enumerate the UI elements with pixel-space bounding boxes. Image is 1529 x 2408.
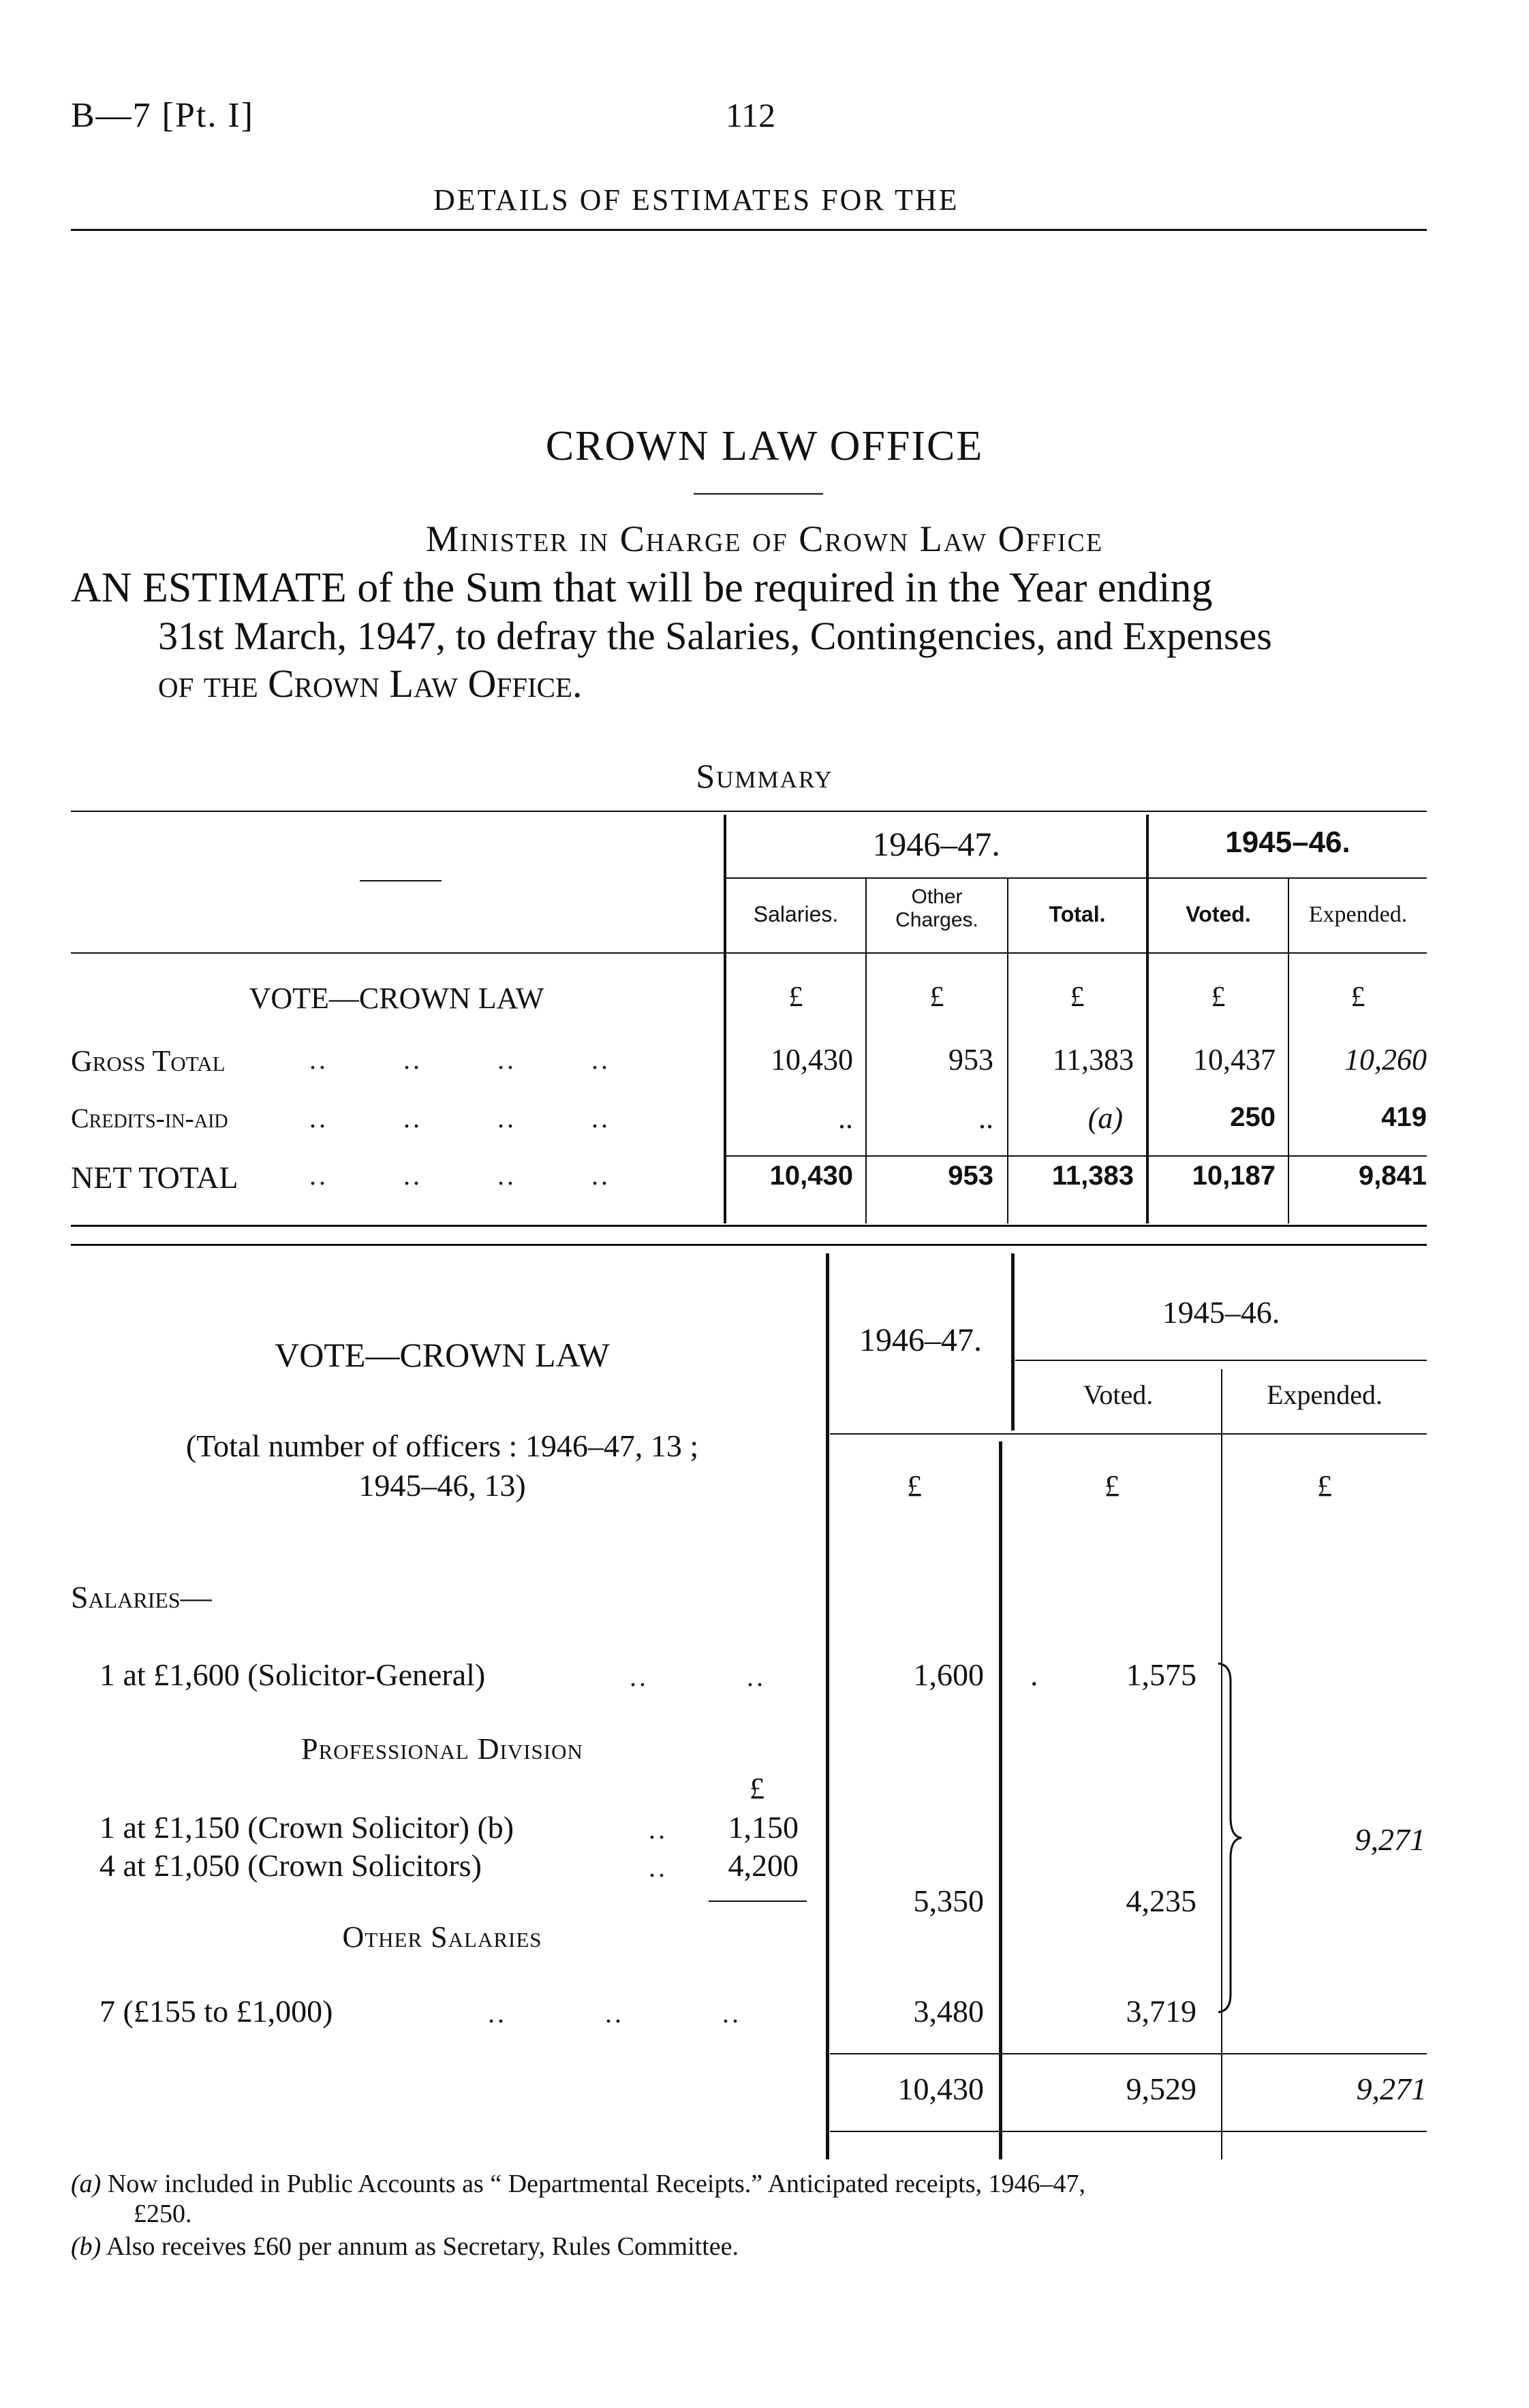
page-title: CROWN LAW OFFICE [545,423,984,469]
officers-note-line-1: (Total number of officers : 1946–47, 13 ; [185,1428,699,1463]
summary-currency-total: £ [1070,982,1085,1013]
detail-vote-label: VOTE—CROWN LAW [275,1336,610,1374]
detail-total-current: 10,430 [897,2071,984,2106]
row-net-total-salaries: 10,430 [769,1161,853,1191]
summary-divider-3 [1288,879,1289,1223]
summary-currency-salaries: £ [788,982,803,1013]
detail-year-current: 1946–47. [859,1322,982,1358]
professional-sub-currency: £ [750,1772,764,1805]
running-title: DETAILS OF ESTIMATES FOR THE [433,183,959,217]
crown-solicitor-label: 1 at £1,150 (Crown Solicitor) (b) [99,1810,514,1845]
summary-vote-label: VOTE—CROWN LAW [249,982,544,1015]
detail-divider-current-body [999,1441,1002,2159]
summary-header-rule [71,952,1427,954]
row-credits-dots: .. .. .. .. [309,1103,611,1133]
detail-divider-label [826,1253,829,2159]
officers-note-line-2: 1945–46, 13) [358,1468,526,1503]
crown-solicitors-label: 4 at £1,050 (Crown Solicitors) [99,1848,482,1883]
summary-dash [360,880,442,881]
row-credits-voted: 250 [1230,1102,1276,1132]
footnote-b-mark: (b) [71,2232,102,2261]
solicitor-general-current: 1,600 [913,1657,984,1692]
crown-solicitors-dots: .. [649,1852,668,1883]
summary-year-rule [726,877,1427,879]
detail-totals-rule [830,2053,1427,2054]
expended-brace [1217,1661,1244,2015]
col-other-charges-line-1: Other [911,886,963,908]
professional-subtotal-rule [709,1901,807,1902]
detail-col-voted: Voted. [1083,1379,1154,1410]
other-salaries-heading: Other Salaries [342,1920,542,1954]
detail-total-voted: 9,529 [1126,2071,1196,2106]
row-credits-total: (a) [1087,1101,1123,1135]
professional-total-current: 5,350 [913,1883,984,1918]
row-credits-label: Credits-in-aid [71,1103,228,1133]
summary-year-current: 1946–47. [872,825,1000,863]
page-ref: B—7 [Pt. I] [71,96,254,135]
row-net-total-label: NET TOTAL [71,1160,238,1195]
page-number: 112 [726,96,776,134]
other-salaries-label: 7 (£155 to £1,000) [99,1994,333,2029]
summary-bottom-rule-1 [71,1225,1427,1227]
solicitor-general-voted-mark: . [1030,1657,1038,1692]
footnote-b-text: Also receives £60 per annum as Secretary, Rules Committee. [106,2232,739,2261]
footnote-a-mark: (a) [71,2170,102,2198]
row-net-total-other: 953 [948,1161,993,1191]
solicitor-general-dots: .. .. [630,1661,766,1692]
header-rule [71,229,1427,231]
row-net-total-dots: .. .. .. .. [309,1160,611,1191]
detail-bottom-rule [830,2131,1427,2132]
summary-year-previous: 1945–46. [1225,826,1350,859]
crown-solicitor-dots: .. [649,1814,668,1845]
solicitor-general-label: 1 at £1,600 (Solicitor-General) [99,1657,486,1692]
summary-currency-expended: £ [1350,982,1365,1013]
row-gross-total-other: 953 [948,1043,993,1076]
title-underline [694,493,823,495]
summary-heading: Summary [696,757,833,795]
estimate-line-1-rest: of the Sum that will be required in the Year ending [357,565,1213,611]
footnote-b [71,2232,739,2262]
detail-header-rule [830,1433,1427,1435]
summary-divider-2 [1007,879,1008,1223]
footnote-a [71,2169,1085,2199]
estimate-line-1 [71,564,1212,612]
summary-top-rule [71,811,1427,812]
other-salaries-current: 3,480 [913,1994,984,2029]
estimate-lead: AN ESTIMATE [71,565,347,611]
estimate-line-3: of the Crown Law Office. [158,661,583,706]
row-net-total-expended: 9,841 [1358,1161,1427,1191]
professional-total-voted: 4,235 [1126,1883,1196,1918]
row-gross-total-expended: 10,260 [1344,1043,1427,1076]
salaries-heading: Salaries— [71,1580,212,1614]
row-credits-salaries: .. [838,1101,853,1135]
col-other-charges-line-2: Charges. [895,909,978,931]
col-other-charges [867,886,1007,932]
detail-currency-expended: £ [1317,1469,1332,1503]
detail-col-expended: Expended. [1267,1379,1383,1410]
minister-line: Minister in Charge of Crown Law Office [425,518,1104,559]
col-expended: Expended. [1308,902,1408,927]
detail-total-expended: 9,271 [1356,2071,1427,2106]
summary-currency-voted: £ [1211,982,1226,1013]
professional-division-heading: Professional Division [301,1732,583,1766]
col-total: Total. [1049,902,1106,926]
row-gross-total-voted: 10,437 [1193,1043,1276,1076]
detail-year-rule [1015,1360,1427,1361]
detail-year-previous: 1945–46. [1162,1295,1280,1330]
summary-divider-years [1146,815,1149,1223]
solicitor-general-voted: 1,575 [1126,1657,1196,1692]
detail-currency-voted: £ [1105,1469,1119,1503]
crown-solicitor-amount: 1,150 [728,1810,799,1845]
expended-bracket-value: 9,271 [1355,1822,1425,1857]
footnote-a-continued: £250. [134,2200,192,2228]
row-credits-expended: 419 [1381,1102,1427,1132]
row-gross-total-label: Gross Total [71,1044,226,1078]
row-gross-total-salaries: 10,430 [771,1043,853,1076]
net-total-top-rule [726,1155,1427,1157]
summary-currency-other: £ [929,982,944,1013]
col-voted: Voted. [1186,902,1251,926]
summary-divider-label [724,815,726,1223]
row-net-total-voted: 10,187 [1192,1161,1276,1191]
other-salaries-voted: 3,719 [1126,1994,1196,2029]
row-net-total-total: 11,383 [1051,1161,1134,1191]
other-salaries-dots: .. .. .. [488,1998,741,2029]
summary-bottom-rule-2 [71,1244,1427,1246]
detail-currency-current: £ [907,1469,922,1503]
row-gross-total-dots: .. .. .. .. [309,1044,611,1075]
detail-divider-current [1011,1253,1015,1430]
estimate-line-2: 31st March, 1947, to defray the Salaries, Contingencies, and Expenses [158,614,1272,658]
col-salaries: Salaries. [753,902,839,926]
footnote-a-text: Now included in Public Accounts as “ Departmental Receipts.” Anticipated receipts, 1946–47, [107,2170,1085,2198]
row-credits-other: .. [978,1101,993,1135]
crown-solicitors-amount: 4,200 [728,1848,799,1883]
row-gross-total-total: 11,383 [1052,1043,1134,1076]
